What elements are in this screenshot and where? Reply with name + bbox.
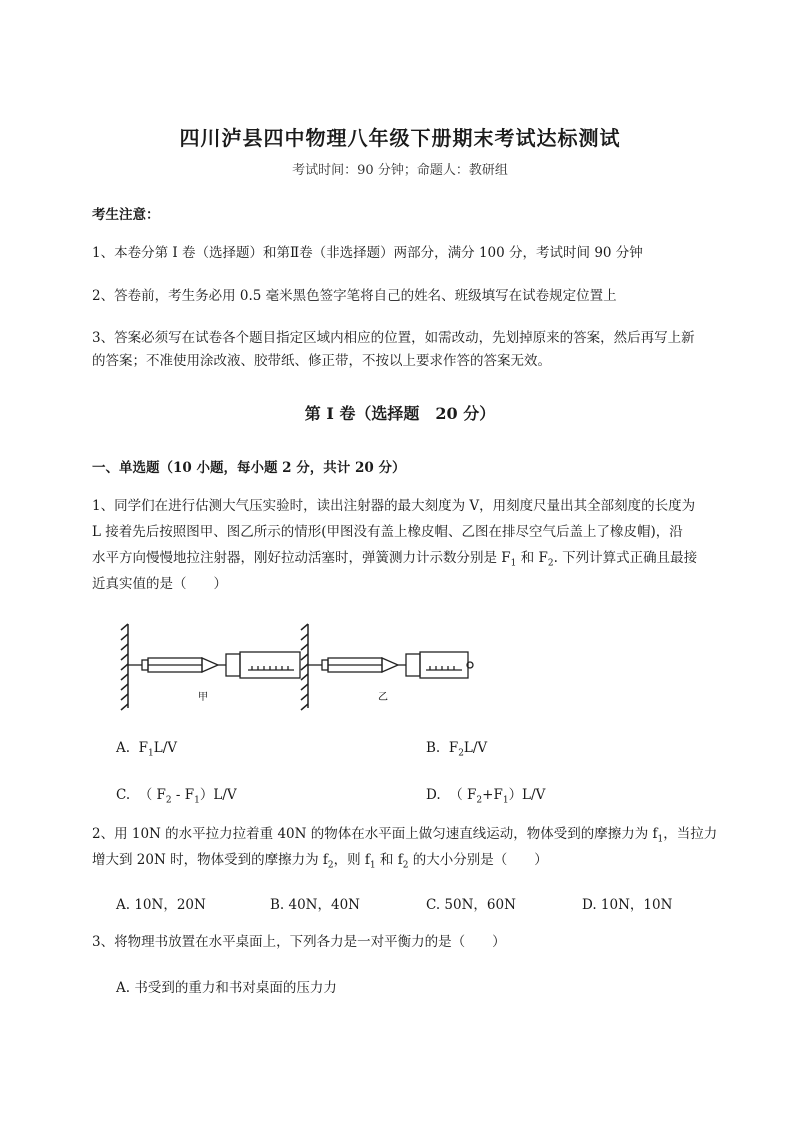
- figure-label-a: 甲: [198, 692, 208, 703]
- syringe-a: [128, 652, 300, 678]
- notice-item-2: 2、答卷前，考生务必用 0.5 毫米黑色签字笔将自己的姓名、班级填写在试卷规定位置上: [92, 288, 617, 304]
- wall-b: [301, 624, 308, 710]
- q1-line-2: L 接着先后按照图甲、图乙所示的情形(甲图没有盖上橡皮帽、乙图在排尽空气后盖上了橡皮帽)，沿: [92, 524, 683, 540]
- q3-option-a[interactable]: A. 书受到的重力和书对桌面的压力力: [116, 980, 337, 996]
- q2-option-a[interactable]: A. 10N，20N: [116, 897, 206, 913]
- notice-item-1: 1、本卷分第 I 卷（选择题）和第Ⅱ卷（非选择题）两部分，满分 100 分，考试时间 90 分钟: [92, 245, 643, 261]
- notice-item-3: 3、答案必须写在试卷各个题目指定区域内相应的位置，如需改动，先划掉原来的答案，然后再写上新: [92, 330, 695, 346]
- figure-label-b: 乙: [378, 692, 388, 703]
- q1-line-3: 水平方向慢慢地拉注射器，刚好拉动活塞时，弹簧测力计示数分别是 $F_1$ 和 $F_2$. 下列计算式正确且最接: [92, 550, 698, 569]
- notice-item-3-cont: 的答案；不准使用涂改液、胶带纸、修正带，不按以上要求作答的答案无效。: [92, 353, 551, 369]
- q1-option-d[interactable]: D. （ $F_2+F_1)L/V$: [426, 787, 546, 806]
- q2-option-d[interactable]: D. 10N，10N: [582, 897, 673, 913]
- q1-option-b[interactable]: B. $F_2L/V$: [426, 740, 488, 759]
- syringe-b: [308, 652, 473, 678]
- q1-option-c[interactable]: C. （ $F_2 - F_1)L/V$: [116, 787, 237, 806]
- notice-heading: 考生注意：: [92, 207, 160, 223]
- q2-option-c[interactable]: C. 50N，60N: [426, 897, 516, 913]
- page-title: 四川泸县四中物理八年级下册期末考试达标测试: [179, 126, 621, 150]
- wall-a: [121, 624, 128, 710]
- q1-line-1: 1、同学们在进行估测大气压实验时，读出注射器的最大刻度为 V，用刻度尺量出其全部刻度的长度为: [92, 498, 696, 514]
- syringe-figure: [118, 622, 476, 716]
- q2-line-1: 2、用 10N 的水平拉力拉着重 40N 的物体在水平面上做匀速直线运动，物体受到的摩擦力为 $f_1$，当拉力: [92, 826, 718, 845]
- section-title: 第 I 卷（选择题 20 分）: [304, 404, 496, 423]
- q1-option-a[interactable]: A. $F_1L/V$: [116, 740, 178, 759]
- q3-line: 3、将物理书放置在水平桌面上，下列各力是一对平衡力的是（ ）: [92, 934, 506, 950]
- q1-line-4: 近真实值的是（ ）: [92, 576, 227, 592]
- part-heading: 一、单选题（10 小题，每小题 2 分，共计 20 分）: [92, 460, 406, 476]
- q2-option-b[interactable]: B. 40N，40N: [270, 897, 360, 913]
- exam-subtitle: 考试时间：90 分钟；命题人：教研组: [292, 163, 508, 178]
- q2-line-2: 增大到 20N 时，物体受到的摩擦力为 $f_2$，则 $f_1$ 和 $f_2$ 的大小分别是（ ）: [92, 852, 548, 871]
